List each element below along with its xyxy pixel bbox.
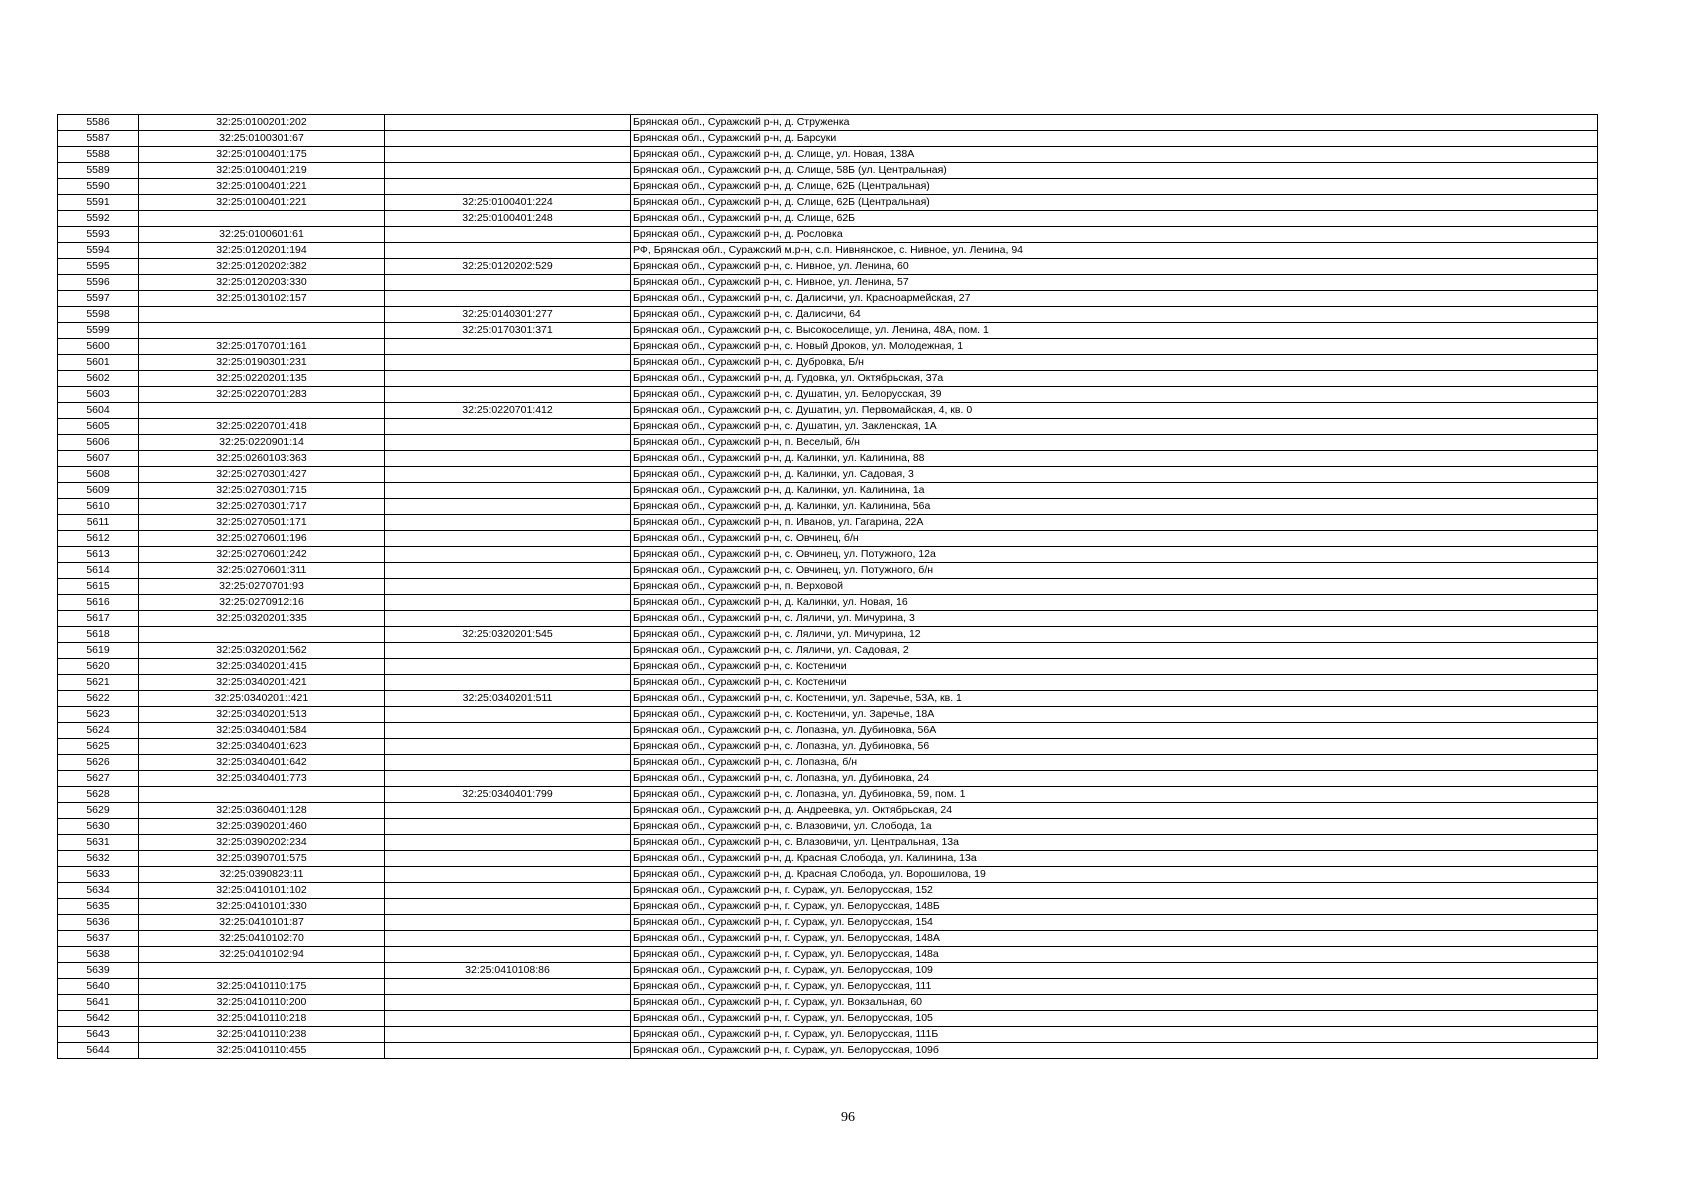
cadastral-number-cell: 32:25:0410101:330	[139, 899, 385, 915]
row-number-cell: 5637	[58, 931, 139, 947]
table-row	[58, 931, 1598, 947]
address-cell: Брянская обл., Суражский р-н, с. Лопазна, б/н	[631, 755, 1598, 771]
table-row	[58, 835, 1598, 851]
row-number-cell: 5607	[58, 451, 139, 467]
related-cadastral-number-cell	[385, 739, 631, 755]
table-row	[58, 739, 1598, 755]
related-cadastral-number-cell: 32:25:0340201:511	[385, 691, 631, 707]
row-number-cell: 5605	[58, 419, 139, 435]
related-cadastral-number-cell: 32:25:0100401:224	[385, 195, 631, 211]
cadastral-number-cell: 32:25:0320201:562	[139, 643, 385, 659]
cadastral-number-cell: 32:25:0270601:196	[139, 531, 385, 547]
related-cadastral-number-cell	[385, 371, 631, 387]
table-row	[58, 387, 1598, 403]
address-cell: Брянская обл., Суражский р-н, г. Сураж, ул. Белорусская, 109	[631, 963, 1598, 979]
related-cadastral-number-cell	[385, 1011, 631, 1027]
address-cell: Брянская обл., Суражский р-н, г. Сураж, ул. Белорусская, 111	[631, 979, 1598, 995]
related-cadastral-number-cell	[385, 451, 631, 467]
table-row	[58, 339, 1598, 355]
address-cell: Брянская обл., Суражский р-н, д. Калинки, ул. Калинина, 1а	[631, 483, 1598, 499]
address-cell: Брянская обл., Суражский р-н, г. Сураж, ул. Белорусская, 105	[631, 1011, 1598, 1027]
related-cadastral-number-cell	[385, 979, 631, 995]
cadastral-number-cell: 32:25:0390202:234	[139, 835, 385, 851]
related-cadastral-number-cell	[385, 563, 631, 579]
address-cell: Брянская обл., Суражский р-н, с. Душатин, ул. Первомайская, 4, кв. 0	[631, 403, 1598, 419]
cadastral-number-cell: 32:25:0410101:102	[139, 883, 385, 899]
address-cell: Брянская обл., Суражский р-н, г. Сураж, ул. Белорусская, 152	[631, 883, 1598, 899]
cadastral-number-cell: 32:25:0340401:584	[139, 723, 385, 739]
address-cell: Брянская обл., Суражский р-н, д. Слище, 62Б (Центральная)	[631, 195, 1598, 211]
cadastral-number-cell: 32:25:0340201:415	[139, 659, 385, 675]
address-cell: Брянская обл., Суражский р-н, д. Калинки, ул. Новая, 16	[631, 595, 1598, 611]
row-number-cell: 5636	[58, 915, 139, 931]
row-number-cell: 5625	[58, 739, 139, 755]
related-cadastral-number-cell: 32:25:0220701:412	[385, 403, 631, 419]
table-row	[58, 819, 1598, 835]
cadastral-number-cell: 32:25:0340401:623	[139, 739, 385, 755]
table-row	[58, 403, 1598, 419]
related-cadastral-number-cell	[385, 755, 631, 771]
related-cadastral-number-cell	[385, 803, 631, 819]
table-row	[58, 675, 1598, 691]
cadastral-number-cell: 32:25:0340401:642	[139, 755, 385, 771]
address-cell: Брянская обл., Суражский р-н, г. Сураж, ул. Белорусская, 109б	[631, 1043, 1598, 1059]
cadastral-number-cell: 32:25:0390823:11	[139, 867, 385, 883]
row-number-cell: 5615	[58, 579, 139, 595]
table-row	[58, 611, 1598, 627]
address-cell: Брянская обл., Суражский р-н, п. Иванов, ул. Гагарина, 22А	[631, 515, 1598, 531]
address-cell: Брянская обл., Суражский р-н, д. Калинки, ул. Калинина, 88	[631, 451, 1598, 467]
table-row	[58, 723, 1598, 739]
address-cell: Брянская обл., Суражский р-н, д. Красная Слобода, ул. Ворошилова, 19	[631, 867, 1598, 883]
address-cell: Брянская обл., Суражский р-н, с. Овчинец, б/н	[631, 531, 1598, 547]
table-row	[58, 1027, 1598, 1043]
cadastral-number-cell: 32:25:0410110:175	[139, 979, 385, 995]
related-cadastral-number-cell	[385, 611, 631, 627]
table-row	[58, 451, 1598, 467]
related-cadastral-number-cell	[385, 467, 631, 483]
address-cell: Брянская обл., Суражский р-н, с. Душатин, ул. Белорусская, 39	[631, 387, 1598, 403]
address-cell: Брянская обл., Суражский р-н, с. Ляличи, ул. Мичурина, 3	[631, 611, 1598, 627]
table-row	[58, 179, 1598, 195]
row-number-cell: 5591	[58, 195, 139, 211]
table-row	[58, 435, 1598, 451]
table-row	[58, 867, 1598, 883]
address-cell: Брянская обл., Суражский р-н, с. Лопазна, ул. Дубиновка, 24	[631, 771, 1598, 787]
cadastral-number-cell: 32:25:0340201::421	[139, 691, 385, 707]
table-row	[58, 643, 1598, 659]
related-cadastral-number-cell	[385, 579, 631, 595]
address-cell: Брянская обл., Суражский р-н, г. Сураж, ул. Белорусская, 148Б	[631, 899, 1598, 915]
page-number: 96	[841, 1110, 855, 1125]
row-number-cell: 5601	[58, 355, 139, 371]
related-cadastral-number-cell	[385, 227, 631, 243]
address-cell: Брянская обл., Суражский р-н, д. Рословка	[631, 227, 1598, 243]
cadastral-number-cell: 32:25:0270301:427	[139, 467, 385, 483]
address-cell: Брянская обл., Суражский р-н, д. Калинки, ул. Калинина, 56а	[631, 499, 1598, 515]
address-cell: Брянская обл., Суражский р-н, д. Красная Слобода, ул. Калинина, 13а	[631, 851, 1598, 867]
address-cell: Брянская обл., Суражский р-н, г. Сураж, ул. Вокзальная, 60	[631, 995, 1598, 1011]
table-row	[58, 243, 1598, 259]
related-cadastral-number-cell	[385, 339, 631, 355]
table-row	[58, 947, 1598, 963]
table-row	[58, 483, 1598, 499]
table-row	[58, 259, 1598, 275]
cadastral-number-cell	[139, 211, 385, 227]
table-row	[58, 915, 1598, 931]
table-row	[58, 595, 1598, 611]
cadastral-number-cell: 32:25:0100301:67	[139, 131, 385, 147]
table-row	[58, 275, 1598, 291]
cadastral-number-cell	[139, 627, 385, 643]
address-cell: Брянская обл., Суражский р-н, д. Слище, 62Б (Центральная)	[631, 179, 1598, 195]
row-number-cell: 5619	[58, 643, 139, 659]
cadastral-number-cell: 32:25:0410110:238	[139, 1027, 385, 1043]
cadastral-number-cell: 32:25:0270301:717	[139, 499, 385, 515]
table-row	[58, 755, 1598, 771]
table-row	[58, 211, 1598, 227]
row-number-cell: 5631	[58, 835, 139, 851]
row-number-cell: 5592	[58, 211, 139, 227]
address-cell: Брянская обл., Суражский р-н, с. Нивное, ул. Ленина, 60	[631, 259, 1598, 275]
related-cadastral-number-cell	[385, 643, 631, 659]
cadastral-number-cell: 32:25:0270601:242	[139, 547, 385, 563]
related-cadastral-number-cell	[385, 1027, 631, 1043]
cadastral-number-cell: 32:25:0360401:128	[139, 803, 385, 819]
cadastral-number-cell: 32:25:0260103:363	[139, 451, 385, 467]
row-number-cell: 5609	[58, 483, 139, 499]
row-number-cell: 5624	[58, 723, 139, 739]
related-cadastral-number-cell	[385, 275, 631, 291]
related-cadastral-number-cell: 32:25:0100401:248	[385, 211, 631, 227]
address-cell: Брянская обл., Суражский р-н, с. Дубровка, Б/н	[631, 355, 1598, 371]
address-cell: Брянская обл., Суражский р-н, с. Костеничи, ул. Заречье, 53А, кв. 1	[631, 691, 1598, 707]
cadastral-number-cell: 32:25:0270501:171	[139, 515, 385, 531]
cadastral-number-cell: 32:25:0410110:218	[139, 1011, 385, 1027]
row-number-cell: 5635	[58, 899, 139, 915]
table-row	[58, 147, 1598, 163]
table-row	[58, 1011, 1598, 1027]
table-row	[58, 787, 1598, 803]
address-cell: Брянская обл., Суражский р-н, с. Овчинец, ул. Потужного, 12а	[631, 547, 1598, 563]
cadastral-number-cell: 32:25:0100401:175	[139, 147, 385, 163]
row-number-cell: 5599	[58, 323, 139, 339]
row-number-cell: 5590	[58, 179, 139, 195]
related-cadastral-number-cell: 32:25:0120202:529	[385, 259, 631, 275]
cadastral-number-cell	[139, 323, 385, 339]
related-cadastral-number-cell	[385, 883, 631, 899]
row-number-cell: 5589	[58, 163, 139, 179]
row-number-cell: 5643	[58, 1027, 139, 1043]
cadastral-number-cell: 32:25:0340201:513	[139, 707, 385, 723]
row-number-cell: 5588	[58, 147, 139, 163]
related-cadastral-number-cell	[385, 147, 631, 163]
row-number-cell: 5608	[58, 467, 139, 483]
related-cadastral-number-cell	[385, 179, 631, 195]
row-number-cell: 5621	[58, 675, 139, 691]
cadastral-number-cell: 32:25:0100401:221	[139, 195, 385, 211]
address-cell: Брянская обл., Суражский р-н, д. Струженка	[631, 115, 1598, 131]
address-cell: Брянская обл., Суражский р-н, с. Далисичи, ул. Красноармейская, 27	[631, 291, 1598, 307]
address-cell: Брянская обл., Суражский р-н, с. Овчинец, ул. Потужного, б/н	[631, 563, 1598, 579]
address-cell: Брянская обл., Суражский р-н, с. Далисичи, 64	[631, 307, 1598, 323]
table-row	[58, 803, 1598, 819]
row-number-cell: 5586	[58, 115, 139, 131]
cadastral-number-cell: 32:25:0120202:382	[139, 259, 385, 275]
table-row	[58, 547, 1598, 563]
address-cell: Брянская обл., Суражский р-н, с. Душатин, ул. Закленская, 1А	[631, 419, 1598, 435]
related-cadastral-number-cell	[385, 899, 631, 915]
cadastral-number-cell: 32:25:0390701:575	[139, 851, 385, 867]
related-cadastral-number-cell	[385, 515, 631, 531]
address-cell: Брянская обл., Суражский р-н, с. Нивное, ул. Ленина, 57	[631, 275, 1598, 291]
related-cadastral-number-cell	[385, 243, 631, 259]
table-row	[58, 291, 1598, 307]
table-row	[58, 355, 1598, 371]
row-number-cell: 5604	[58, 403, 139, 419]
row-number-cell: 5633	[58, 867, 139, 883]
address-cell: Брянская обл., Суражский р-н, д. Барсуки	[631, 131, 1598, 147]
related-cadastral-number-cell	[385, 291, 631, 307]
cadastral-number-cell: 32:25:0270701:93	[139, 579, 385, 595]
cadastral-number-cell	[139, 963, 385, 979]
row-number-cell: 5617	[58, 611, 139, 627]
table-row	[58, 131, 1598, 147]
table-row	[58, 771, 1598, 787]
address-cell: Брянская обл., Суражский р-н, д. Андреевка, ул. Октябрьская, 24	[631, 803, 1598, 819]
related-cadastral-number-cell	[385, 387, 631, 403]
cadastral-number-cell: 32:25:0410101:87	[139, 915, 385, 931]
row-number-cell: 5597	[58, 291, 139, 307]
row-number-cell: 5616	[58, 595, 139, 611]
cadastral-number-cell: 32:25:0270912:16	[139, 595, 385, 611]
related-cadastral-number-cell	[385, 675, 631, 691]
cadastral-number-cell: 32:25:0120201:194	[139, 243, 385, 259]
related-cadastral-number-cell	[385, 163, 631, 179]
row-number-cell: 5632	[58, 851, 139, 867]
related-cadastral-number-cell	[385, 659, 631, 675]
table-row	[58, 515, 1598, 531]
row-number-cell: 5594	[58, 243, 139, 259]
row-number-cell: 5610	[58, 499, 139, 515]
table-row	[58, 963, 1598, 979]
cadastral-number-cell	[139, 787, 385, 803]
related-cadastral-number-cell	[385, 131, 631, 147]
table-row	[58, 707, 1598, 723]
related-cadastral-number-cell	[385, 531, 631, 547]
related-cadastral-number-cell: 32:25:0340401:799	[385, 787, 631, 803]
related-cadastral-number-cell	[385, 1043, 631, 1059]
table-row	[58, 371, 1598, 387]
address-cell: Брянская обл., Суражский р-н, г. Сураж, ул. Белорусская, 154	[631, 915, 1598, 931]
related-cadastral-number-cell	[385, 707, 631, 723]
cadastral-number-cell: 32:25:0410102:70	[139, 931, 385, 947]
cadastral-number-cell: 32:25:0100401:219	[139, 163, 385, 179]
row-number-cell: 5628	[58, 787, 139, 803]
cadastral-number-cell: 32:25:0390201:460	[139, 819, 385, 835]
address-cell: Брянская обл., Суражский р-н, г. Сураж, ул. Белорусская, 148А	[631, 931, 1598, 947]
related-cadastral-number-cell	[385, 819, 631, 835]
cadastral-number-cell: 32:25:0220901:14	[139, 435, 385, 451]
address-cell: Брянская обл., Суражский р-н, д. Слище, 58Б (ул. Центральная)	[631, 163, 1598, 179]
table-row	[58, 563, 1598, 579]
address-cell: Брянская обл., Суражский р-н, д. Гудовка, ул. Октябрьская, 37а	[631, 371, 1598, 387]
address-cell: Брянская обл., Суражский р-н, с. Ляличи, ул. Мичурина, 12	[631, 627, 1598, 643]
cadastral-number-cell: 32:25:0340201:421	[139, 675, 385, 691]
address-cell: Брянская обл., Суражский р-н, с. Лопазна, ул. Дубиновка, 56	[631, 739, 1598, 755]
cadastral-number-cell: 32:25:0220201:135	[139, 371, 385, 387]
row-number-cell: 5629	[58, 803, 139, 819]
related-cadastral-number-cell: 32:25:0320201:545	[385, 627, 631, 643]
row-number-cell: 5634	[58, 883, 139, 899]
related-cadastral-number-cell	[385, 851, 631, 867]
address-cell: Брянская обл., Суражский р-н, с. Костеничи	[631, 675, 1598, 691]
row-number-cell: 5600	[58, 339, 139, 355]
table-row	[58, 899, 1598, 915]
row-number-cell: 5603	[58, 387, 139, 403]
address-cell: Брянская обл., Суражский р-н, д. Слище, ул. Новая, 138А	[631, 147, 1598, 163]
address-cell: Брянская обл., Суражский р-н, г. Сураж, ул. Белорусская, 111Б	[631, 1027, 1598, 1043]
table-row	[58, 467, 1598, 483]
row-number-cell: 5644	[58, 1043, 139, 1059]
related-cadastral-number-cell	[385, 419, 631, 435]
registry-table-body	[58, 115, 1598, 1059]
related-cadastral-number-cell	[385, 995, 631, 1011]
table-row	[58, 115, 1598, 131]
table-row	[58, 499, 1598, 515]
cadastral-number-cell: 32:25:0100601:61	[139, 227, 385, 243]
related-cadastral-number-cell	[385, 867, 631, 883]
cadastral-number-cell: 32:25:0220701:283	[139, 387, 385, 403]
related-cadastral-number-cell: 32:25:0170301:371	[385, 323, 631, 339]
cadastral-number-cell: 32:25:0340401:773	[139, 771, 385, 787]
row-number-cell: 5611	[58, 515, 139, 531]
address-cell: Брянская обл., Суражский р-н, с. Костеничи	[631, 659, 1598, 675]
registry-table	[57, 114, 1598, 1059]
cadastral-number-cell: 32:25:0410102:94	[139, 947, 385, 963]
row-number-cell: 5618	[58, 627, 139, 643]
row-number-cell: 5623	[58, 707, 139, 723]
row-number-cell: 5593	[58, 227, 139, 243]
address-cell: Брянская обл., Суражский р-н, с. Лопазна, ул. Дубиновка, 59, пом. 1	[631, 787, 1598, 803]
row-number-cell: 5630	[58, 819, 139, 835]
row-number-cell: 5587	[58, 131, 139, 147]
row-number-cell: 5620	[58, 659, 139, 675]
table-row	[58, 195, 1598, 211]
cadastral-number-cell: 32:25:0190301:231	[139, 355, 385, 371]
row-number-cell: 5627	[58, 771, 139, 787]
row-number-cell: 5595	[58, 259, 139, 275]
row-number-cell: 5602	[58, 371, 139, 387]
related-cadastral-number-cell	[385, 499, 631, 515]
cadastral-number-cell: 32:25:0120203:330	[139, 275, 385, 291]
address-cell: Брянская обл., Суражский р-н, с. Костеничи, ул. Заречье, 18А	[631, 707, 1598, 723]
table-row	[58, 227, 1598, 243]
address-cell: Брянская обл., Суражский р-н, п. Верховой	[631, 579, 1598, 595]
address-cell: Брянская обл., Суражский р-н, д. Калинки, ул. Садовая, 3	[631, 467, 1598, 483]
table-row	[58, 659, 1598, 675]
row-number-cell: 5638	[58, 947, 139, 963]
cadastral-number-cell: 32:25:0130102:157	[139, 291, 385, 307]
table-row	[58, 691, 1598, 707]
cadastral-number-cell: 32:25:0100401:221	[139, 179, 385, 195]
table-row	[58, 1043, 1598, 1059]
row-number-cell: 5612	[58, 531, 139, 547]
address-cell: Брянская обл., Суражский р-н, г. Сураж, ул. Белорусская, 148а	[631, 947, 1598, 963]
related-cadastral-number-cell	[385, 931, 631, 947]
row-number-cell: 5598	[58, 307, 139, 323]
cadastral-number-cell: 32:25:0410110:455	[139, 1043, 385, 1059]
table-row	[58, 995, 1598, 1011]
address-cell: Брянская обл., Суражский р-н, с. Ляличи, ул. Садовая, 2	[631, 643, 1598, 659]
cadastral-number-cell: 32:25:0320201:335	[139, 611, 385, 627]
table-row	[58, 851, 1598, 867]
row-number-cell: 5613	[58, 547, 139, 563]
address-cell: Брянская обл., Суражский р-н, п. Веселый, б/н	[631, 435, 1598, 451]
related-cadastral-number-cell	[385, 771, 631, 787]
row-number-cell: 5606	[58, 435, 139, 451]
address-cell: Брянская обл., Суражский р-н, с. Лопазна, ул. Дубиновка, 56А	[631, 723, 1598, 739]
table-row	[58, 531, 1598, 547]
address-cell: Брянская обл., Суражский р-н, с. Влазовичи, ул. Центральная, 13а	[631, 835, 1598, 851]
related-cadastral-number-cell	[385, 947, 631, 963]
row-number-cell: 5641	[58, 995, 139, 1011]
cadastral-number-cell	[139, 307, 385, 323]
cadastral-number-cell: 32:25:0170701:161	[139, 339, 385, 355]
table-row	[58, 163, 1598, 179]
row-number-cell: 5626	[58, 755, 139, 771]
table-row	[58, 979, 1598, 995]
cadastral-number-cell: 32:25:0410110:200	[139, 995, 385, 1011]
table-row	[58, 579, 1598, 595]
address-cell: РФ, Брянская обл., Суражский м.р-н, с.п. Нивнянское, с. Нивное, ул. Ленина, 94	[631, 243, 1598, 259]
cadastral-number-cell: 32:25:0270601:311	[139, 563, 385, 579]
row-number-cell: 5622	[58, 691, 139, 707]
related-cadastral-number-cell	[385, 483, 631, 499]
related-cadastral-number-cell	[385, 723, 631, 739]
row-number-cell: 5640	[58, 979, 139, 995]
related-cadastral-number-cell: 32:25:0410108:86	[385, 963, 631, 979]
row-number-cell: 5639	[58, 963, 139, 979]
related-cadastral-number-cell	[385, 915, 631, 931]
table-row	[58, 323, 1598, 339]
related-cadastral-number-cell	[385, 435, 631, 451]
related-cadastral-number-cell	[385, 115, 631, 131]
address-cell: Брянская обл., Суражский р-н, д. Слище, 62Б	[631, 211, 1598, 227]
related-cadastral-number-cell: 32:25:0140301:277	[385, 307, 631, 323]
cadastral-number-cell	[139, 403, 385, 419]
row-number-cell: 5614	[58, 563, 139, 579]
related-cadastral-number-cell	[385, 595, 631, 611]
cadastral-number-cell: 32:25:0270301:715	[139, 483, 385, 499]
table-row	[58, 419, 1598, 435]
related-cadastral-number-cell	[385, 355, 631, 371]
table-row	[58, 883, 1598, 899]
address-cell: Брянская обл., Суражский р-н, с. Высокоселище, ул. Ленина, 48А, пом. 1	[631, 323, 1598, 339]
table-row	[58, 627, 1598, 643]
cadastral-number-cell: 32:25:0100201:202	[139, 115, 385, 131]
cadastral-number-cell: 32:25:0220701:418	[139, 419, 385, 435]
table-row	[58, 307, 1598, 323]
address-cell: Брянская обл., Суражский р-н, с. Влазовичи, ул. Слобода, 1а	[631, 819, 1598, 835]
row-number-cell: 5642	[58, 1011, 139, 1027]
related-cadastral-number-cell	[385, 547, 631, 563]
related-cadastral-number-cell	[385, 835, 631, 851]
row-number-cell: 5596	[58, 275, 139, 291]
address-cell: Брянская обл., Суражский р-н, с. Новый Дроков, ул. Молодежная, 1	[631, 339, 1598, 355]
